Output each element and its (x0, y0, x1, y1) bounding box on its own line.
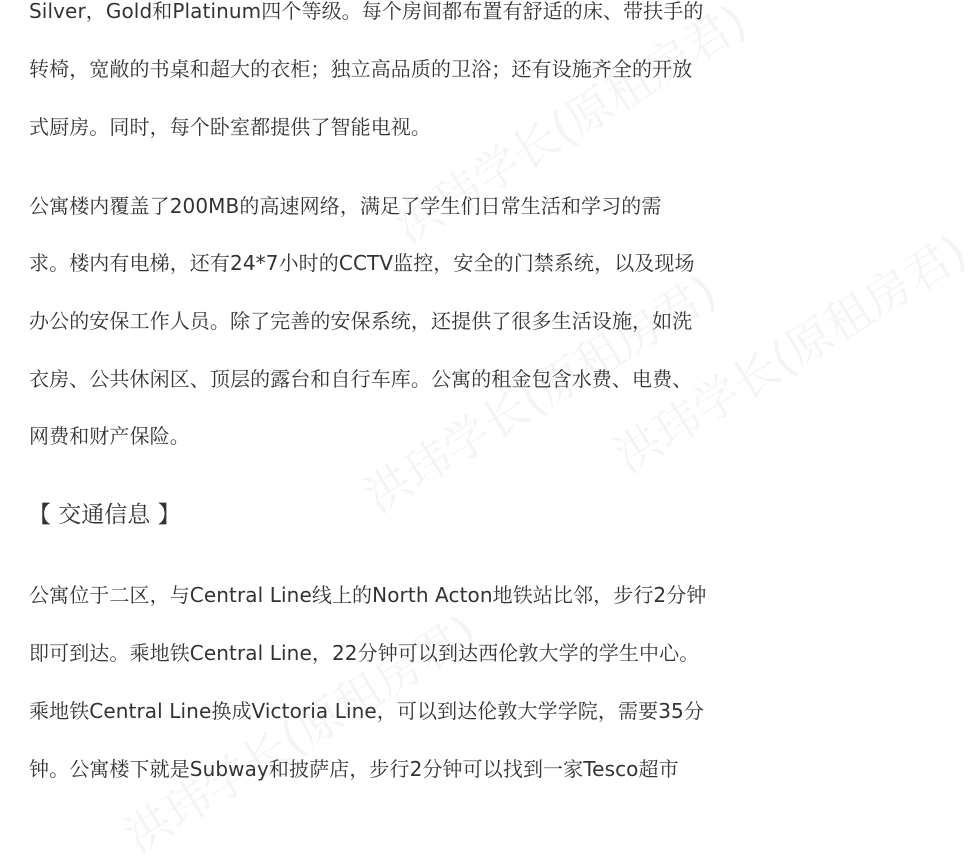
paragraph-line: 式厨房。同时，每个卧室都提供了智能电视。 (29, 115, 431, 139)
section-heading: 【 交通信息 】 (28, 502, 181, 528)
watermark (110, 596, 488, 866)
paragraph-line: 衣房、公共休闲区、顶层的露台和自行车库。公寓的租金包含水费、电费、 (29, 367, 693, 391)
paragraph-line: 公寓位于二区，与Central Line线上的North Acton地铁站比邻，步行2分钟 (29, 583, 707, 607)
paragraph-line: 乘地铁Central Line换成Victoria Line，可以到达伦敦大学学院，需要35分 (29, 699, 704, 723)
paragraph-line: 求。楼内有电梯，还有24*7小时的CCTV监控，安全的门禁系统，以及现场 (29, 251, 695, 275)
paragraph-line: 即可到达。乘地铁Central Line，22分钟可以到达西伦敦大学的学生中心。 (29, 641, 700, 665)
paragraph-line: Silver，Gold和Platinum四个等级。每个房间都布置有舒适的床、带扶手的 (29, 0, 704, 23)
paragraph-line: 转椅，宽敞的书桌和超大的衣柜；独立高品质的卫浴；还有设施齐全的开放 (29, 57, 693, 81)
paragraph-line: 网费和财产保险。 (29, 424, 190, 448)
paragraph-line: 办公的安保工作人员。除了完善的安保系统，还提供了很多生活设施，如洗 (29, 309, 693, 333)
paragraph-line: 钟。公寓楼下就是Subway和披萨店，步行2分钟可以找到一家Tesco超市 (29, 757, 679, 781)
paragraph-line: 公寓楼内覆盖了200MB的高速网络，满足了学生们日常生活和学习的需 (29, 194, 662, 218)
